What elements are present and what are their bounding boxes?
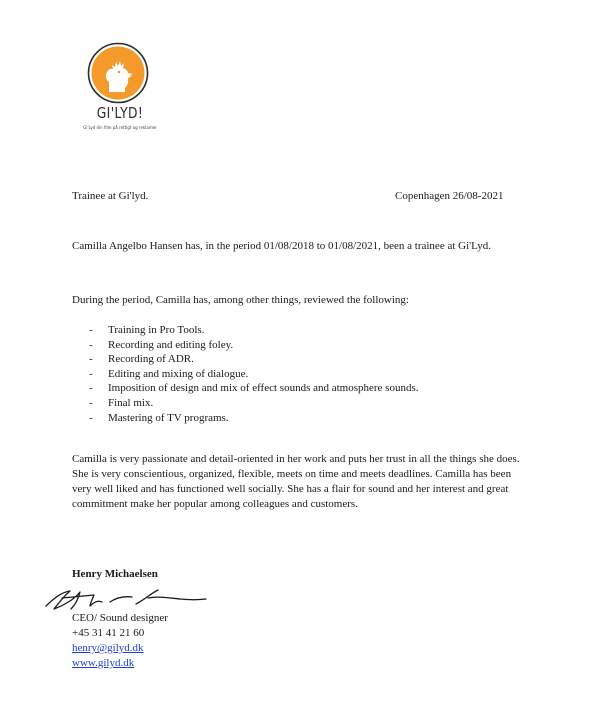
closing-paragraph: Camilla is very passionate and detail-oriented in her work and puts her trust in all the things she does. She is very conscientious, organized, flexible, meets on time and meets deadlines. Camilla has been very well liked and has functioned well socially. She has a flair for sound and her interest and great commitment make her popular among colleagues and customers.: [72, 453, 520, 510]
list-item: - Mastering of TV programs.: [89, 411, 229, 424]
list-item: - Imposition of design and mix of effect sounds and atmosphere sounds.: [89, 382, 419, 395]
list-item: - Editing and mixing of dialogue.: [89, 367, 249, 380]
signer-title: CEO/ Sound designer: [72, 612, 168, 624]
lead-paragraph: During the period, Camilla has, among other things, reviewed the following:: [72, 294, 409, 306]
list-item: - Recording of ADR.: [89, 353, 194, 366]
list-marker: -: [89, 382, 93, 395]
place-and-date: Copenhagen 26/08-2021: [395, 190, 504, 202]
list-marker: -: [89, 338, 93, 351]
brand-name: GI'LYD!: [96, 104, 144, 122]
letter-subject: Trainee at Gi'lyd.: [72, 190, 149, 202]
list-marker: -: [89, 411, 93, 424]
signer-phone: +45 31 41 21 60: [72, 627, 145, 639]
email-link[interactable]: henry@gilyd.dk: [72, 642, 144, 654]
website-link[interactable]: www.gilyd.dk: [72, 657, 135, 669]
list-marker: -: [89, 324, 93, 336]
list-marker: -: [89, 353, 93, 366]
list-marker: -: [89, 367, 93, 380]
gilyd-rooster-logo: [87, 42, 149, 104]
list-item: - Final mix.: [89, 396, 154, 409]
list-item: - Training in Pro Tools.: [89, 324, 205, 336]
list-item: - Recording and editing foley.: [89, 338, 234, 351]
list-marker: -: [89, 396, 93, 409]
brand-tagline: Gi'Lyd din film på rettigt og reklamer: [83, 125, 157, 130]
signer-name: Henry Michaelsen: [72, 568, 158, 580]
reviewed-items-list: [72, 323, 419, 425]
intro-paragraph: Camilla Angelbo Hansen has, in the period 01/08/2018 to 01/08/2021, been a trainee at Gi'Lyd.: [72, 240, 491, 252]
